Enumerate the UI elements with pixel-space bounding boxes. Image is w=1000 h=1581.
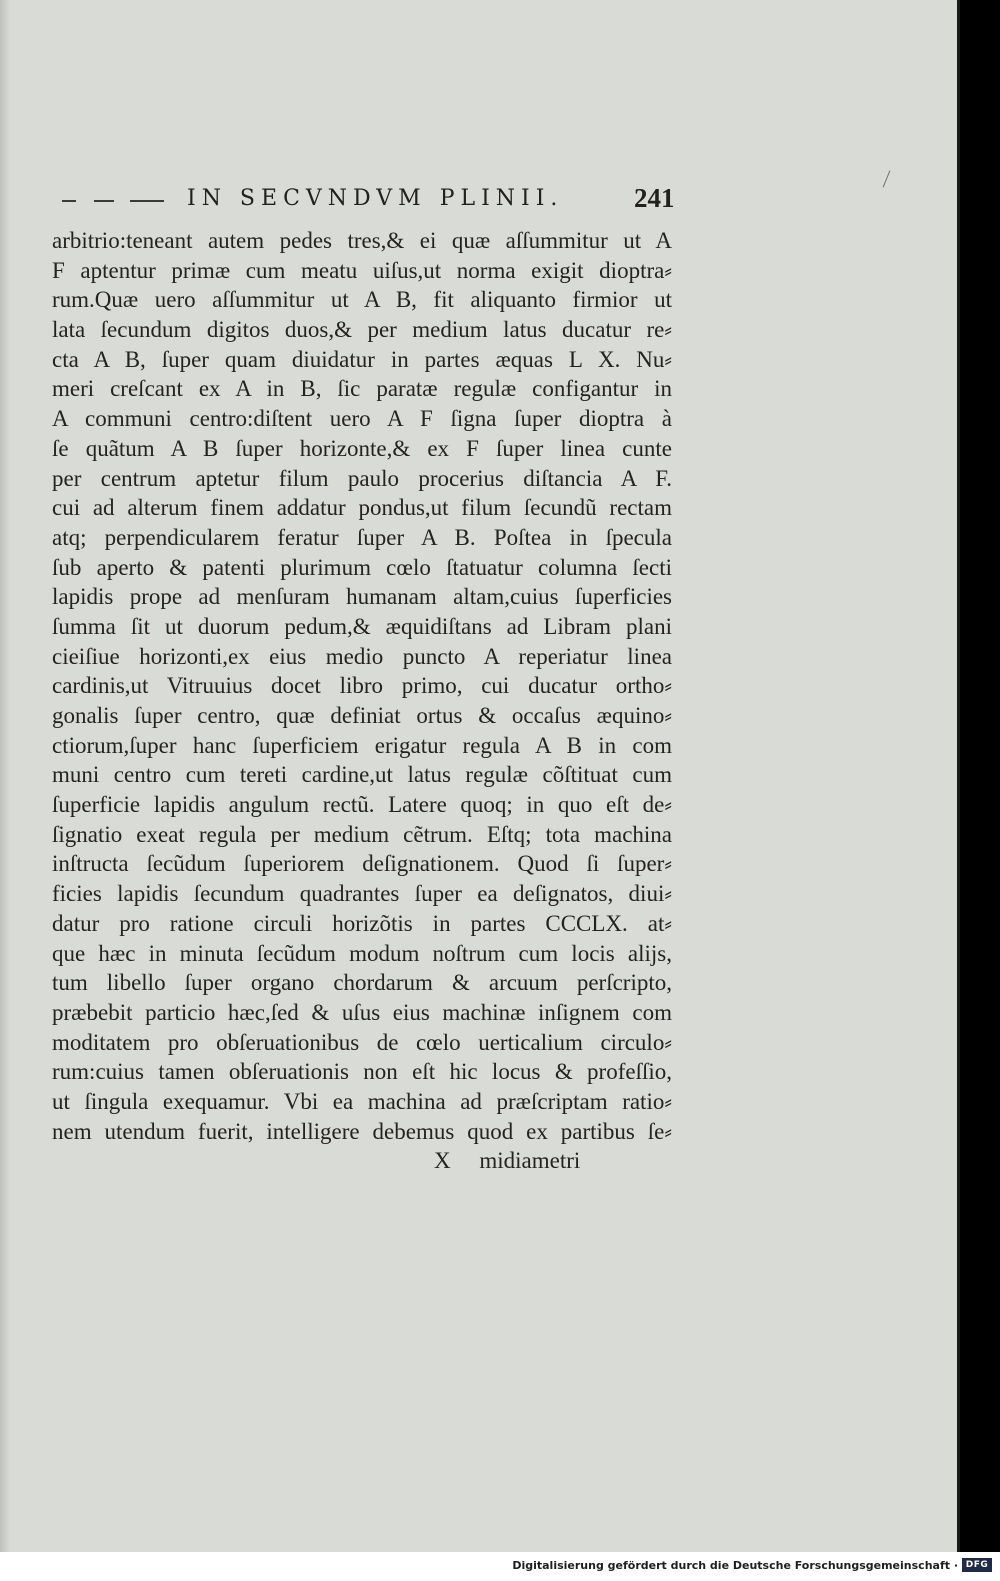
text-line: ut ſingula exequamur. Vbi ea machina ad præſcriptam ratio⸗ xyxy=(52,1088,672,1114)
text-line: præbebit particio hæc,ſed & uſus eius machinæ inſignem com xyxy=(52,999,672,1025)
running-head-dash xyxy=(94,200,114,202)
text-line: datur pro ratione circuli horizõtis in partes CCCLX. at⸗ xyxy=(52,910,672,936)
text-line: ſumma ſit ut duorum pedum,& æquidiſtans ad Libram plani xyxy=(52,613,672,639)
text-line: inſtructa ſecũdum ſuperiorem deſignationem. Quod ſi ſuper⸗ xyxy=(52,851,672,877)
folio-number: 241 xyxy=(634,183,675,213)
text-line: lata ſecundum digitos duos,& per medium latus ducatur re⸗ xyxy=(52,317,672,343)
text-line: arbitrio:teneant autem pedes tres,& ei quæ aſſummitur ut A xyxy=(52,228,672,253)
text-line: ſignatio exeat regula per medium cẽtrum. Eſtq; tota machina xyxy=(52,821,672,847)
catchword-line: X midiametri xyxy=(434,1148,581,1174)
page-edge xyxy=(957,0,960,1552)
text-line: rum:cuius tamen obſeruationis non eſt hic locus & profeſſio, xyxy=(52,1059,672,1085)
text-line: ſe quãtum A B ſuper horizonte,& ex F ſuper linea cunte xyxy=(52,435,672,461)
running-title: IN SECVNDVM PLINII. xyxy=(187,186,564,211)
funding-credit: Digitalisierung gefördert durch die Deutsche Forschungsgemeinschaft · xyxy=(512,1559,958,1572)
text-line: que hæc in minuta ſecũdum modum noſtrum cum locis alijs, xyxy=(52,940,672,966)
text-line: rum.Quæ uero aſſummitur ut A B, fit aliquanto firmior ut xyxy=(52,287,672,313)
text-line: cta A B, ſuper quam diuidatur in partes æquas L X. Nu⸗ xyxy=(52,346,672,372)
text-line: ſub aperto & patenti plurimum cœlo ſtatuatur columna ſecti xyxy=(52,554,672,580)
text-line: cardinis,ut Vitruuius docet libro primo, cui ducatur ortho⸗ xyxy=(52,673,672,699)
dfg-logo: DFG xyxy=(962,1558,992,1572)
text-line: moditatem pro obſeruationibus de cœlo uerticalium circulo⸗ xyxy=(52,1029,672,1055)
digitization-footer xyxy=(0,1552,1000,1581)
text-line: cui ad alterum finem addatur pondus,ut filum ſecundũ rectam xyxy=(52,495,672,521)
stray-pen-mark xyxy=(883,170,891,187)
text-line: F aptentur primæ cum meatu uiſus,ut norma exigit dioptra⸗ xyxy=(52,257,672,283)
text-line: nem utendum fuerit, intelligere debemus quod ex partibus ſe⸗ xyxy=(52,1118,672,1144)
text-line: cieiſiue horizonti,ex eius medio puncto A reperiatur linea xyxy=(52,643,672,669)
running-head-dash xyxy=(130,200,164,202)
text-line: ſuperficie lapidis angulum rectũ. Latere quoq; in quo eſt de⸗ xyxy=(52,792,672,818)
running-head xyxy=(52,183,682,219)
text-line: ficies lapidis ſecundum quadrantes ſuper ea deſignatos, diui⸗ xyxy=(52,881,672,907)
text-line: ctiorum,ſuper hanc ſuperficiem erigatur regula A B in com xyxy=(52,732,672,758)
text-line: lapidis prope ad menſuram humanam altam,cuius ſuperficies xyxy=(52,584,672,610)
text-line: tum libello ſuper organo chordarum & arcuum perſcripto, xyxy=(52,970,672,996)
body-text xyxy=(52,226,672,1176)
text-line: per centrum aptetur filum paulo procerius diſtancia A F. xyxy=(52,465,672,491)
text-line: A communi centro:diſtent uero A F ſigna ſuper dioptra à xyxy=(52,406,672,432)
text-line: muni centro cum tereti cardine,ut latus regulæ cõſtituat cum xyxy=(52,762,672,788)
text-line: meri creſcant ex A in B, ſic paratæ regulæ configantur in xyxy=(52,376,672,402)
page-gutter-shadow xyxy=(0,0,10,1552)
running-head-dash xyxy=(62,200,76,202)
text-line: gonalis ſuper centro, quæ definiat ortus & occaſus æquino⸗ xyxy=(52,703,672,728)
text-line: atq; perpendicularem feratur ſuper A B. Poſtea in ſpecula xyxy=(52,524,672,550)
